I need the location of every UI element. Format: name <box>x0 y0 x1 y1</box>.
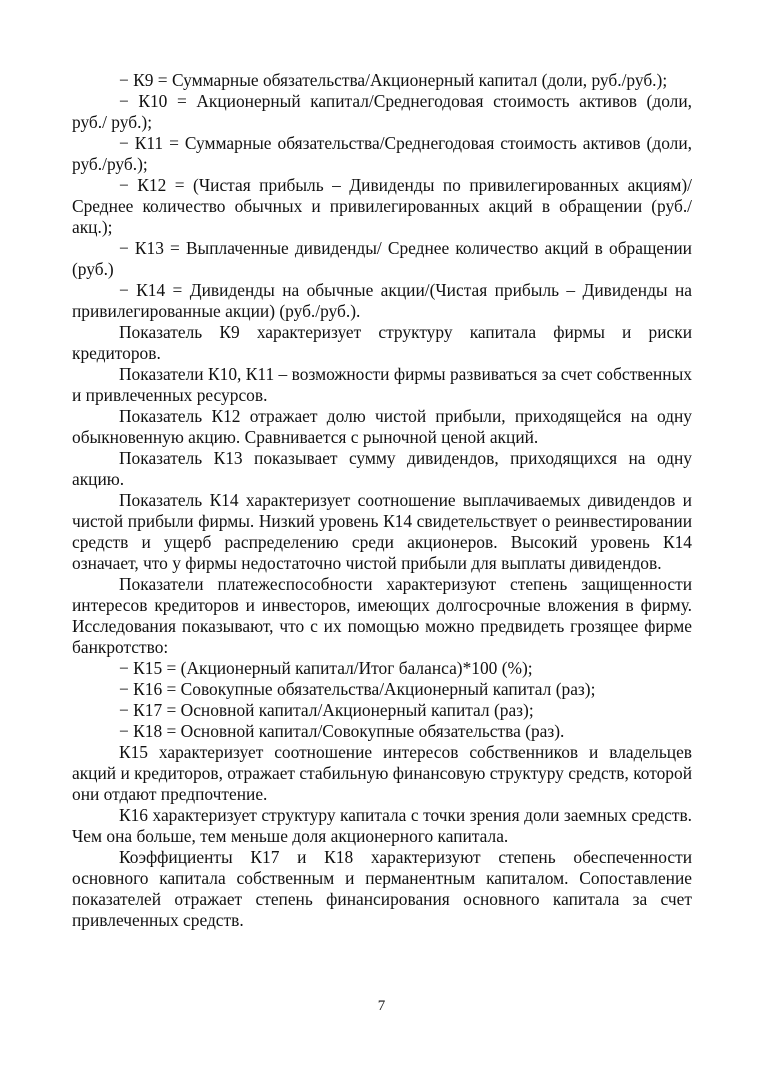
page-number: 7 <box>377 998 386 1014</box>
paragraph-k18-formula: − К18 = Основной капитал/Совокупные обязательства (раз). <box>119 721 565 741</box>
paragraph-k15-formula: − К15 = (Акционерный капитал/Итог баланса)*100 (%); <box>119 658 533 678</box>
paragraph-k10-k11-description: Показатели К10, К11 – возможности фирмы развиваться за счет собственных и привлеченных ресурсов. <box>72 364 692 405</box>
paragraph-k12-description: Показатель К12 отражает долю чистой прибыли, приходящейся на одну обыкновенную акцию. Сравнивается с рыночной ценой акций. <box>72 406 692 447</box>
paragraph-k14-formula: − К14 = Дивиденды на обычные акции/(Чистая прибыль – Дивиденды на привилегированные акции) (руб./руб.). <box>72 280 692 321</box>
paragraph-k17-k18-description: Коэффициенты К17 и К18 характеризуют степень обеспеченности основного капитала собственным и перманентным капиталом. Сопоставление показателей отражает степень финансирования основного капитала за счет привлеченных средств. <box>72 847 692 930</box>
paragraph-k17-formula: − К17 = Основной капитал/Акционерный капитал (раз); <box>119 700 534 720</box>
document-body <box>72 70 692 931</box>
paragraph-k12-formula: − К12 = (Чистая прибыль – Дивиденды по привилегированных акциям)/Среднее количество обычных и привилегированных акций в обращении (руб./акц.); <box>72 175 692 237</box>
paragraph-k16-description: К16 характеризует структуру капитала с точки зрения доли заемных средств. Чем она больше, тем меньше доля акционерного капитала. <box>72 805 692 846</box>
paragraph-k9-formula: − К9 = Суммарные обязательства/Акционерный капитал (доли, руб./руб.); <box>119 70 668 90</box>
paragraph-k11-formula: − К11 = Суммарные обязательства/Среднегодовая стоимость активов (доли, руб./руб.); <box>72 133 692 174</box>
paragraph-k15-description: К15 характеризует соотношение интересов собственников и владельцев акций и кредиторов, отражает стабильную финансовую структуру средств, которой они отдают предпочтение. <box>72 742 692 804</box>
paragraph-k14-description: Показатель К14 характеризует соотношение выплачиваемых дивидендов и чистой прибыли фирмы. Низкий уровень К14 свидетельствует о реинвестировании средств и ущерб распределению среди акционеров. Высокий уровень К14 означает, что у фирмы недостаточно чистой прибыли для выплаты дивидендов. <box>72 490 692 573</box>
paragraph-k13-description: Показатель К13 показывает сумму дивидендов, приходящихся на одну акцию. <box>72 448 692 489</box>
paragraph-k13-formula: − К13 = Выплаченные дивиденды/ Среднее количество акций в обращении (руб.) <box>72 238 692 279</box>
paragraph-solvency-intro: Показатели платежеспособности характеризуют степень защищенности интересов кредиторов и инвесторов, имеющих долгосрочные вложения в фирму. Исследования показывают, что с их помощью можно предвидеть грозящее фирме банкротство: <box>72 574 692 657</box>
paragraph-k9-description: Показатель К9 характеризует структуру капитала фирмы и риски кредиторов. <box>72 322 692 363</box>
paragraph-k16-formula: − К16 = Совокупные обязательства/Акционерный капитал (раз); <box>119 679 596 699</box>
paragraph-k10-formula: − К10 = Акционерный капитал/Среднегодовая стоимость активов (доли, руб./ руб.); <box>72 91 692 132</box>
